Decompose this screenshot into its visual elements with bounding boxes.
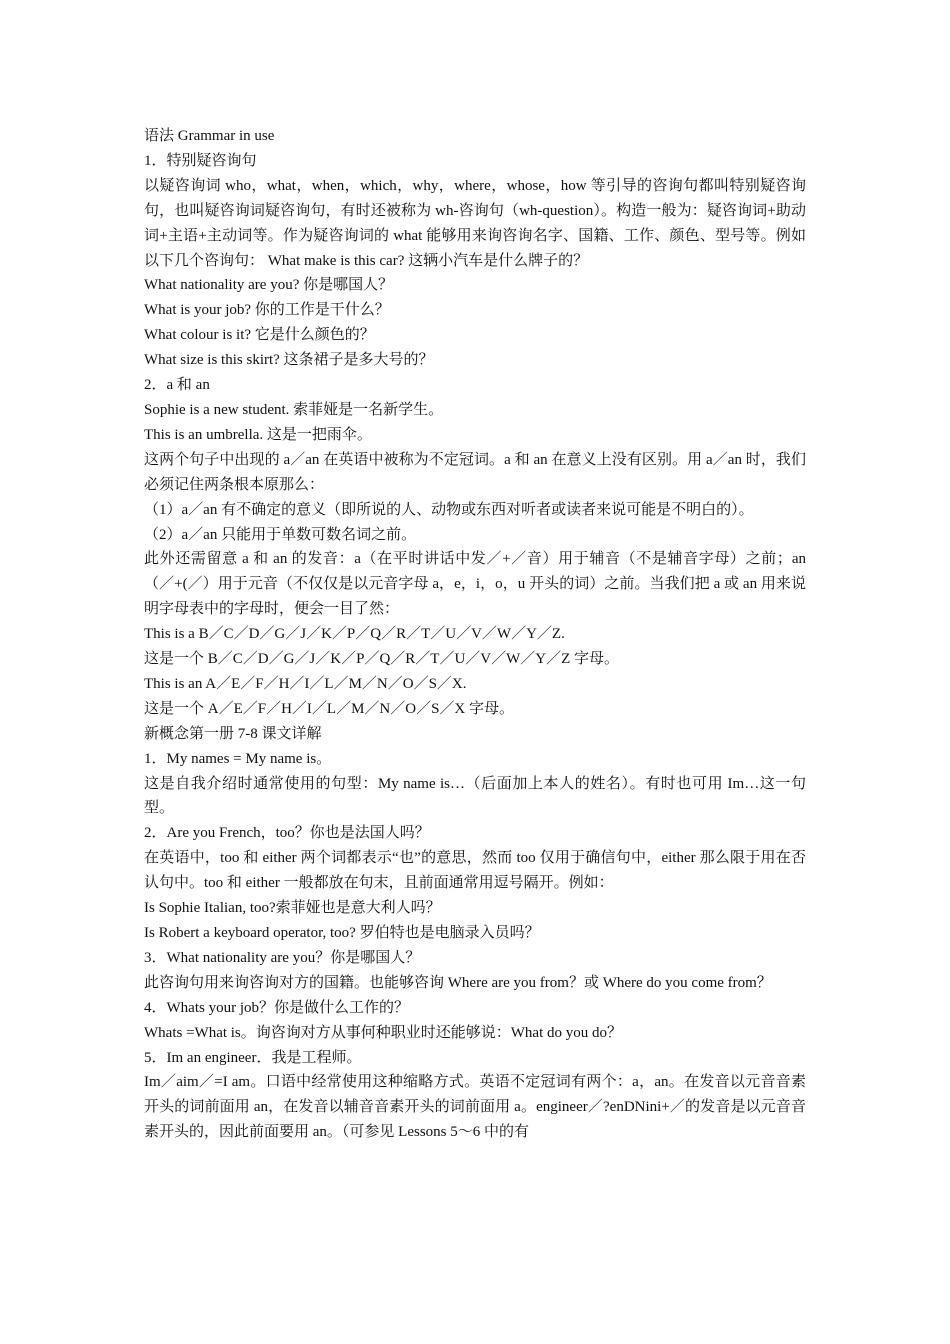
note-body-4: Whats =What is。询咨询对方从事何种职业时还能够说：What do you do？ [144,1024,623,1041]
example-sentence: What is your job? 你的工作是干什么？ [144,302,390,319]
note-heading-2: 2．Are you French，too？你也是法国人吗？ [144,825,430,842]
rule-item-2: （2）a／an 只能用于单数可数名词之前。 [144,526,417,543]
note-body-3: 此咨询句用来询咨询对方的国籍。也能够咨询 Where are you from？或 Where do you come from？ [144,974,772,991]
example-sentence: This is a B／C／D／G／J／K／P／Q／R／T／U／V／W／Y／Z. [144,626,565,643]
example-sentence: What nationality are you? 你是哪国人？ [144,277,394,294]
example-sentence: Is Robert a keyboard operator, too? 罗伯特也是电脑录入员吗？ [144,925,540,941]
document-body [144,124,806,1145]
note-heading-3: 3．What nationality are you？你是哪国人？ [144,949,421,966]
example-sentence: This is an umbrella. 这是一把雨伞。 [144,426,372,443]
note-heading-5: 5．Im an engineer．我是工程师。 [144,1049,362,1066]
paragraph-special-questions: 以疑咨询词 who，what，when，which，why，where，whose，how 等引导的咨询句都叫特别疑咨询句，也叫疑咨询词疑咨询句，有时还被称为 wh-咨询句（wh-question）。构造一般为：疑咨询词+助动词+主语+主动词等。作为疑咨询词的 what 能够用来询咨询名字、国籍、工作、颜色、型号等。例如以下几个咨询句： What make is this car? 这辆小汽车是什么牌子的？ [144,177,806,269]
example-sentence: What size is this skirt? 这条裙子是多大号的？ [144,352,434,369]
example-sentence: Sophie is a new student. 索菲娅是一名新学生。 [144,401,444,418]
subheading-a-and-an: 2．a 和 an [144,377,210,394]
example-sentence: 这是一个 B／C／D／G／J／K／P／Q／R／T／U／V／W／Y／Z 字母。 [144,651,620,668]
note-heading-1: 1．My names = My name is。 [144,750,332,767]
section-heading-lesson-7-8: 新概念第一册 7-8 课文详解 [144,725,322,742]
paragraph-pronunciation: 此外还需留意 a 和 an 的发音：a（在平时讲话中发／+／音）用于辅音（不是辅音字母）之前；an（／+(／）用于元音（不仅仅是以元音字母 a，e，i，o，u 开头的词）之前。当我们把 a 或 an 用来说明字母表中的字母时，便会一目了然： [144,551,806,618]
note-body-1: 这是自我介绍时通常使用的句型：My name is…（后面加上本人的姓名）。有时也可用 Im…这一句型。 [144,775,806,817]
example-sentence: Is Sophie Italian, too?索菲娅也是意大利人吗？ [144,900,441,917]
note-body-2: 在英语中，too 和 either 两个词都表示“也”的意思，然而 too 仅用于确信句中，either 那么限于用在否认句中。too 和 either 一般都放在句末，且前面通常用逗号隔开。例如： [144,850,806,892]
example-sentence: 这是一个 A／E／F／H／I／L／M／N／O／S／X 字母。 [144,700,515,717]
example-sentence: This is an A／E／F／H／I／L／M／N／O／S／X. [144,675,467,692]
section-heading-grammar: 语法 Grammar in use [144,128,275,144]
subheading-special-questions: 1．特别疑咨询句 [144,152,257,169]
example-sentence: What colour is it? 它是什么颜色的？ [144,327,375,344]
note-heading-4: 4．Whats your job？你是做什么工作的？ [144,999,409,1016]
note-body-5: Im／aim／=I am。口语中经常使用这种缩略方式。英语不定冠词有两个：a，an。在发音以元音音素开头的词前面用 an，在发音以辅音音素开头的词前面用 a。engineer／?enDNini+／的发音是以元音音素开头的，因此前面要用 an。（可参见 Lessons 5～6 中的有 [144,1074,806,1141]
paragraph-indefinite-articles: 这两个句子中出现的 a／an 在英语中被称为不定冠词。a 和 an 在意义上没有区别。用 a／an 时，我们必须记住两条根本原那么： [144,451,806,493]
rule-item-1: （1）a／an 有不确定的意义（即所说的人、动物或东西对听者或读者来说可能是不明白的）。 [144,501,754,518]
